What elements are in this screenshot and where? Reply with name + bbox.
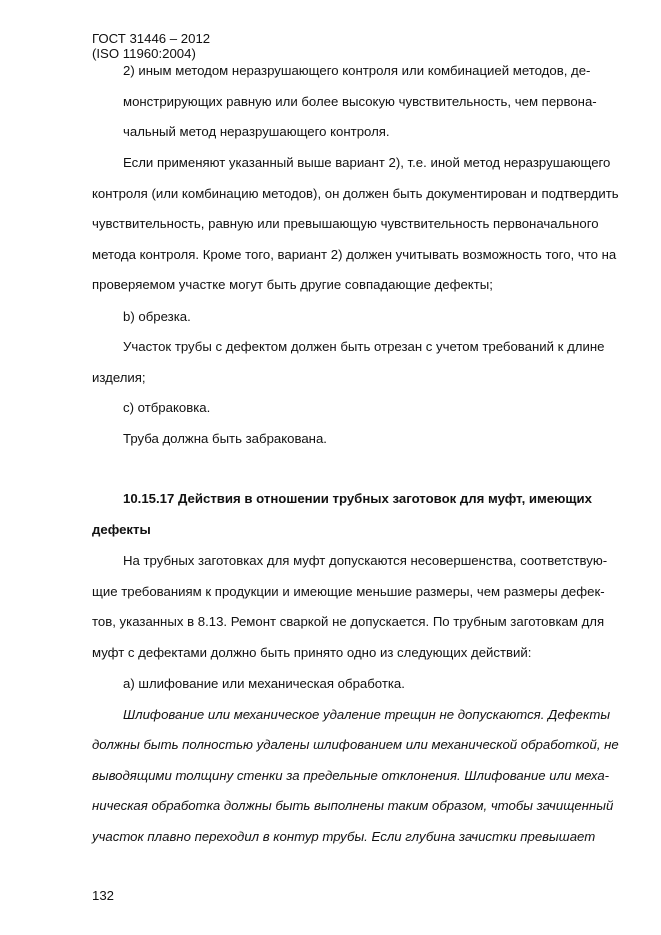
- text-line: чувствительность, равную или превышающую чувствительность первоначального: [92, 216, 599, 231]
- text-line: чальный метод неразрушающего контроля.: [123, 124, 390, 139]
- italic-text-line: выводящими толщину стенки за предельные отклонения. Шлифование или меха-: [92, 768, 610, 783]
- text-line: Труба должна быть забракована.: [123, 431, 327, 446]
- text-line: Если применяют указанный выше вариант 2), т.е. иной метод неразрушающего: [123, 155, 611, 170]
- page-number: 132: [92, 888, 115, 903]
- text-line: 2) иным методом неразрушающего контроля или комбинацией методов, де-: [123, 63, 591, 78]
- italic-text-line: ническая обработка должны быть выполнены таким образом, чтобы зачищенный: [92, 798, 614, 813]
- iso-reference: (ISO 11960:2004): [92, 46, 196, 61]
- italic-text-line: участок плавно переходил в контур трубы. Если глубина зачистки превышает: [92, 829, 596, 844]
- text-line: тов, указанных в 8.13. Ремонт сваркой не допускается. По трубным заготовкам для: [92, 614, 605, 629]
- text-line: монстрирующих равную или более высокую чувствительность, чем первона-: [123, 94, 597, 109]
- text-line: муфт с дефектами должно быть принято одно из следующих действий:: [92, 645, 532, 660]
- text-line: проверяемом участке могут быть другие совпадающие дефекты;: [92, 277, 493, 292]
- list-item-a: a) шлифование или механическая обработка.: [123, 676, 405, 691]
- list-item-b: b) обрезка.: [123, 309, 191, 324]
- section-heading-cont: дефекты: [92, 522, 151, 537]
- text-line: контроля (или комбинацию методов), он должен быть документирован и подтвердить: [92, 186, 619, 201]
- text-line: изделия;: [92, 370, 146, 385]
- text-line: Участок трубы с дефектом должен быть отрезан с учетом требований к длине: [123, 339, 605, 354]
- text-line: На трубных заготовках для муфт допускаются несовершенства, соответствую-: [123, 553, 608, 568]
- italic-text-line: должны быть полностью удалены шлифованием или механической обработкой, не: [92, 737, 619, 752]
- list-item-c: c) отбраковка.: [123, 400, 211, 415]
- standard-number: ГОСТ 31446 – 2012: [92, 31, 211, 46]
- text-line: щие требованиям к продукции и имеющие меньшие размеры, чем размеры дефек-: [92, 584, 605, 599]
- italic-text-line: Шлифование или механическое удаление трещин не допускаются. Дефекты: [123, 707, 611, 722]
- text-line: метода контроля. Кроме того, вариант 2) должен учитывать возможность того, что на: [92, 247, 617, 262]
- section-heading: 10.15.17 Действия в отношении трубных заготовок для муфт, имеющих: [123, 491, 592, 506]
